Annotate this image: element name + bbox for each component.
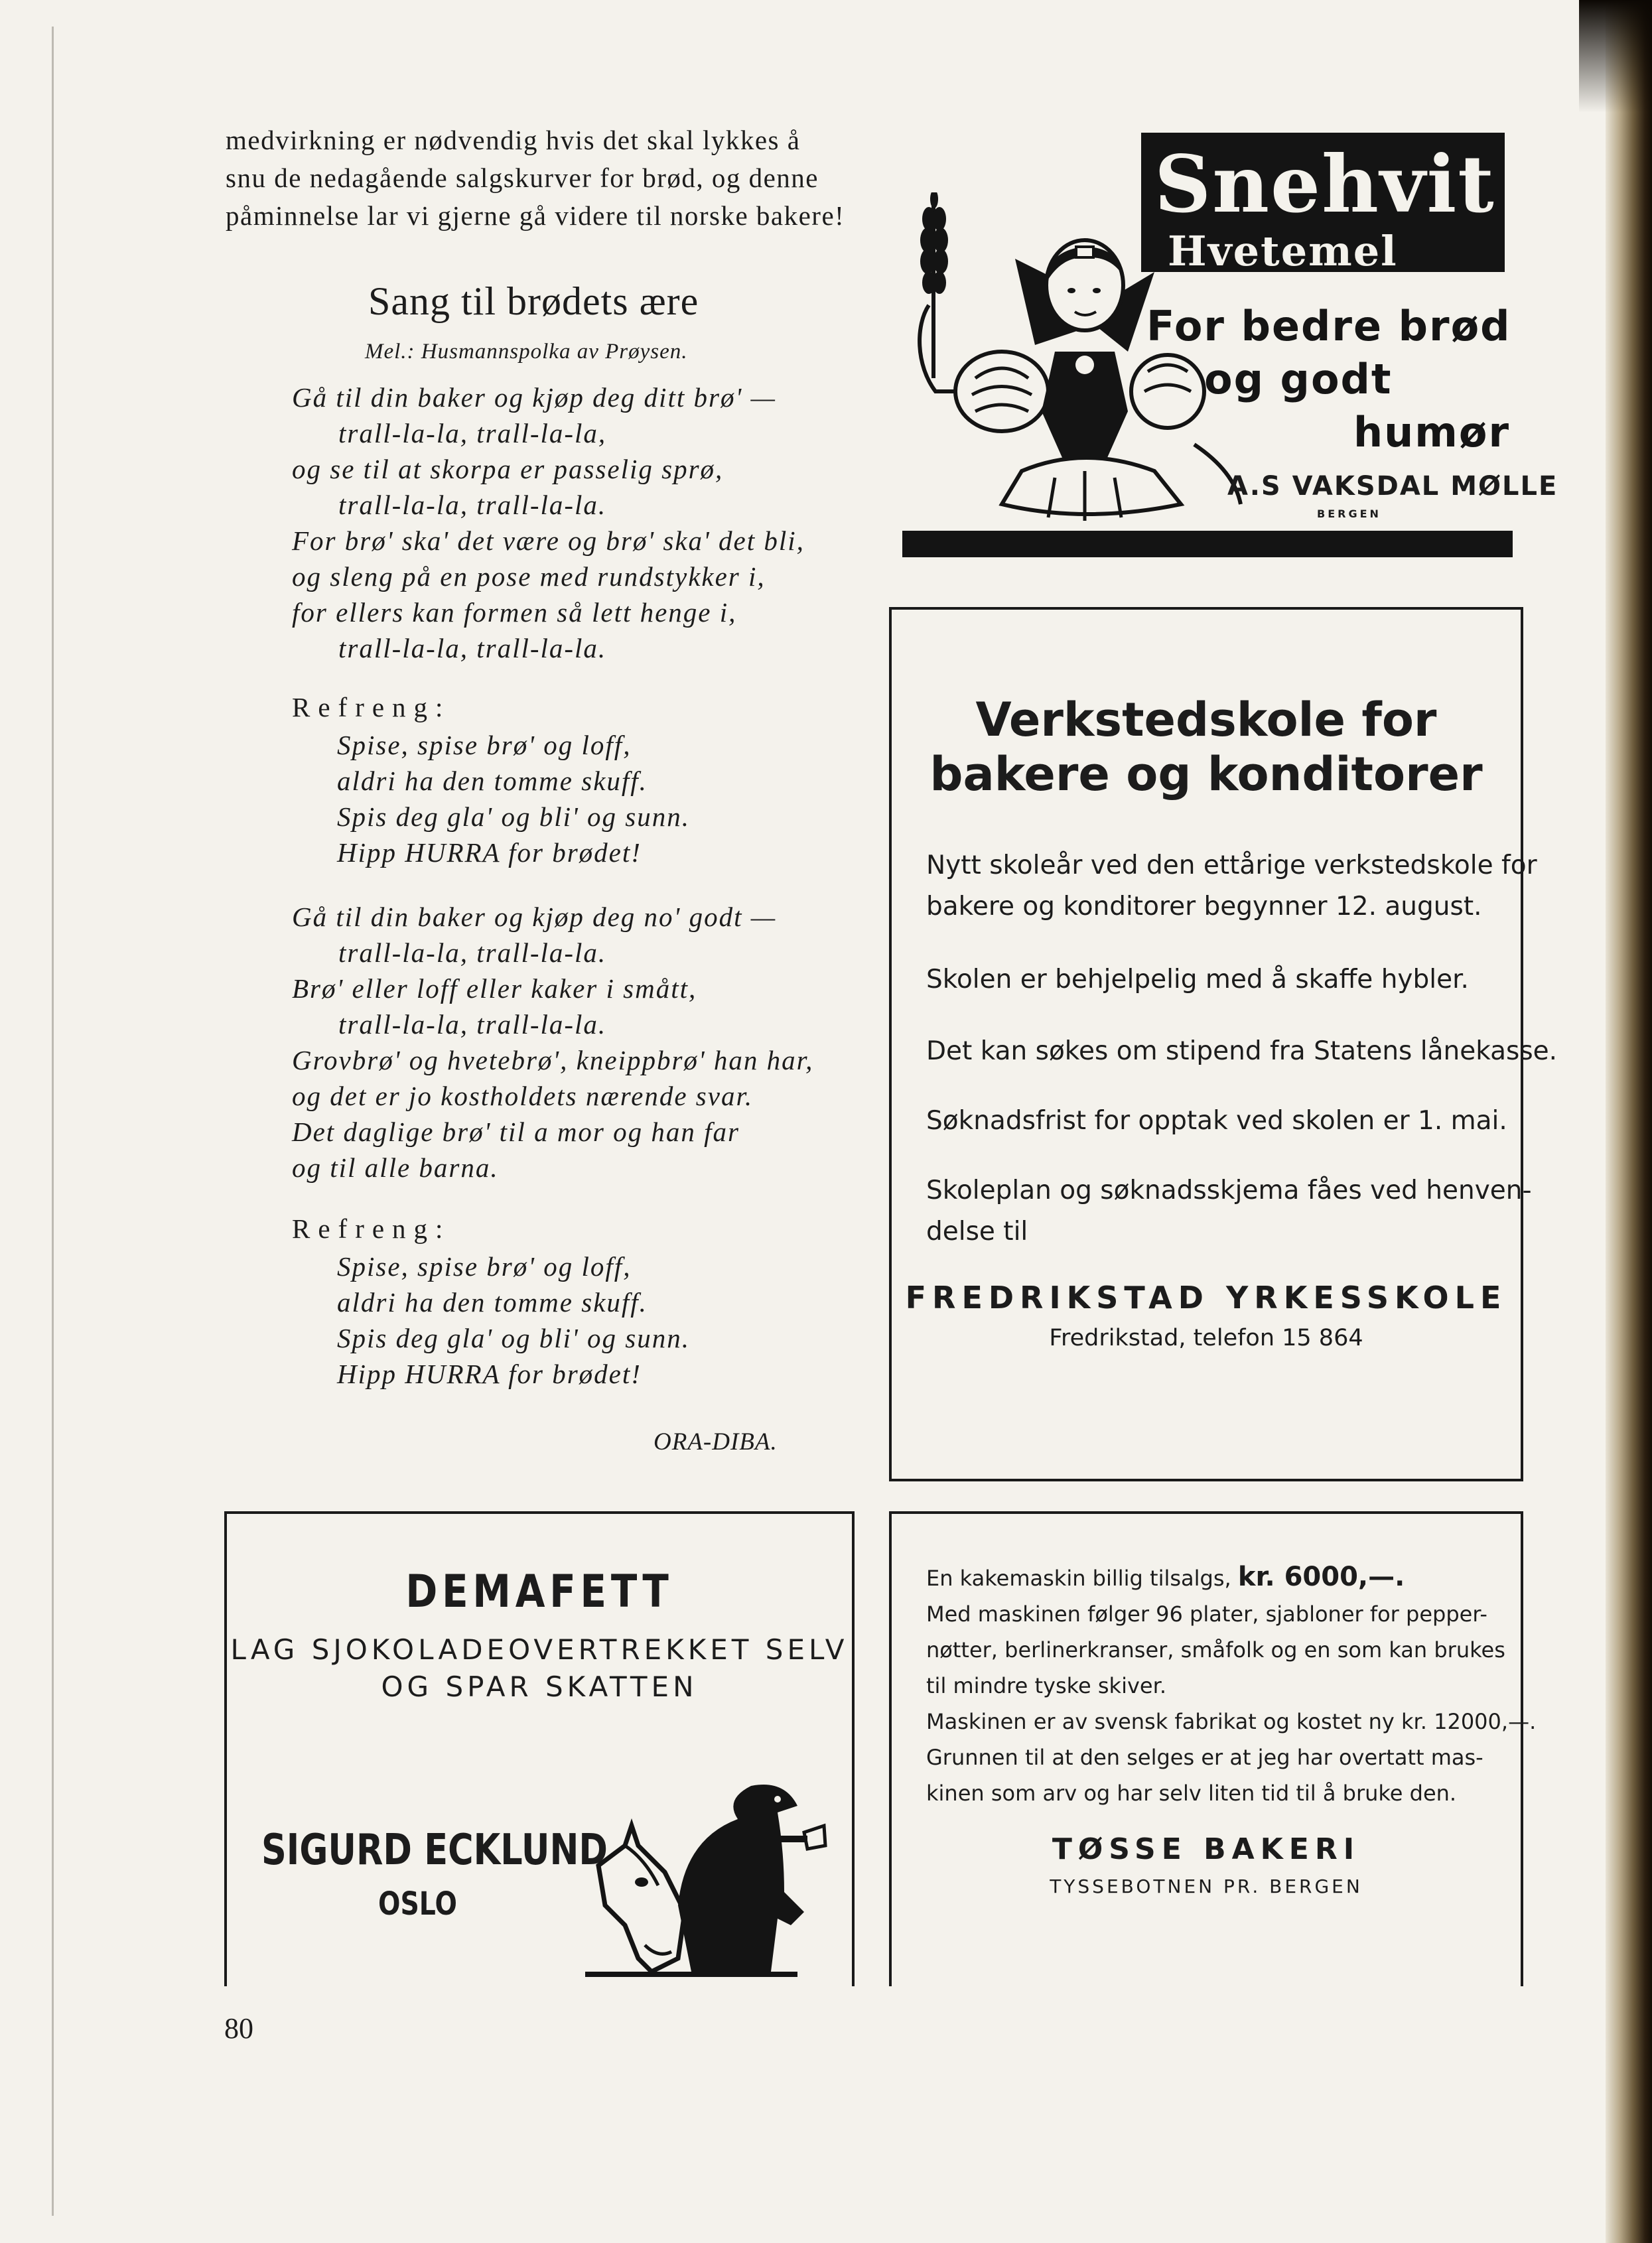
verkstedskole-line: Skolen er behjelpelig med å skaffe hybler. [926,965,1469,994]
demafett-title: DEMAFETT [405,1566,673,1618]
verse-line: trall-la-la, trall-la-la, [338,418,607,448]
page-number: 80 [224,2012,253,2045]
verkstedskole-title-line: bakere og konditorer [929,747,1483,801]
verkstedskole-school-name: FREDRIKSTAD YRKESSKOLE [905,1280,1507,1316]
song-title: Sang til brødets ære [368,279,699,323]
book-binding-shadow [1606,0,1652,2243]
tosse-bakeri-name: TØSSE BAKERI [1052,1832,1361,1866]
song-refrain-2 [337,1249,690,1392]
intro-line: medvirkning er nødvendig hvis det skal lykkes å [226,125,801,155]
tosse-ad-line: nøtter, berlinerkranser, småfolk og en som kan brukes [926,1637,1505,1663]
verse-line: og se til at skorpa er passelig sprø, [292,454,724,484]
demafett-advertisement [224,1511,855,1986]
verkstedskole-line: delse til [926,1217,1028,1247]
snehvit-bottom-bar [902,531,1513,557]
verse-line: For brø' ska' det være og brø' ska' det bli, [292,525,805,556]
demafett-company: SIGURD ECKLUND [261,1826,608,1875]
verkstedskole-title [892,693,1521,801]
verkstedskole-paragraph [926,845,1537,927]
verkstedskole-address: Fredrikstad, telefon 15 864 [1049,1325,1363,1351]
verkstedskole-line: Nytt skoleår ved den ettårige verkstedskole for [926,850,1537,880]
tosse-ad-line: til mindre tyske skiver. [926,1673,1166,1698]
tosse-ad-line: Grunnen til at den selges er at jeg har overtatt mas- [926,1745,1483,1770]
tosse-bakeri-advertisement [889,1511,1537,1986]
verkstedskole-line: bakere og konditorer begynner 12. august. [926,892,1482,921]
verkstedskole-paragraph [926,1031,1557,1072]
refrain-line: aldri ha den tomme skuff. [337,1287,648,1318]
tosse-ad-intro: En kakemaskin billig tilsalgs, [926,1566,1231,1591]
verse-line: Grovbrø' og hvetebrø', kneippbrø' han har, [292,1045,814,1075]
snehvit-city: BERGEN [1317,508,1381,520]
verse-line: Det daglige brø' til a mor og han far [292,1117,740,1147]
tosse-ad-body [926,1559,1536,1811]
verkstedskole-paragraph [926,959,1469,1000]
refrain-line: Hipp HURRA for brødet! [337,837,642,868]
intro-paragraph [226,121,862,235]
song-signature: ORA-DIBA. [654,1428,778,1456]
refrain-line: Spis deg gla' og bli' og sunn. [337,1323,690,1353]
verkstedskole-line: Skoleplan og søknadsskjema fåes ved henven- [926,1176,1532,1205]
snehvit-slogan-line: For bedre brød [1146,302,1511,350]
snehvit-product: Hvetemel [1168,227,1398,275]
verse-line: for ellers kan formen så lett henge i, [292,597,737,628]
demafett-city: OSLO [378,1885,457,1923]
snehvit-slogan-line: og godt [1204,355,1393,403]
intro-line: snu de nedagående salgskurver for brød, og denne [226,163,819,193]
verse-line: trall-la-la, trall-la-la. [338,490,607,520]
refrain-line: aldri ha den tomme skuff. [337,766,648,796]
verse-line: og det er jo kostholdets nærende svar. [292,1081,754,1111]
verkstedskole-line: Det kan søkes om stipend fra Statens lånekasse. [926,1036,1558,1066]
verse-line: Gå til din baker og kjøp deg ditt brø' — [292,382,776,413]
verse-line: og sleng på en pose med rundstykker i, [292,561,766,592]
refrain-line: Spise, spise brø' og loff, [337,730,632,760]
song-verse-2 [292,899,813,1186]
refrain-label: Refreng: [292,1213,451,1244]
song-melody-note: Mel.: Husmannspolka av Prøysen. [365,340,688,364]
demafett-slogan-line: OG SPAR SKATTEN [381,1670,698,1703]
refrain-line: Spis deg gla' og bli' og sunn. [337,801,690,832]
tosse-ad-line [926,1559,1536,1596]
verse-line: trall-la-la, trall-la-la. [338,937,607,968]
tosse-ad-line: Maskinen er av svensk fabrikat og kostet ny kr. 12000,—. [926,1709,1537,1734]
tosse-ad-price: kr. 6000,—. [1237,1562,1405,1592]
verkstedskole-paragraph [926,1101,1507,1142]
song-verse-1 [292,379,805,666]
verkstedskole-paragraph [926,1170,1532,1253]
horse-and-figure-illustration [585,1759,837,1985]
verkstedskole-line: Søknadsfrist for opptak ved skolen er 1. mai. [926,1106,1507,1136]
verse-line: og til alle barna. [292,1152,499,1183]
tosse-ad-line: Med maskinen følger 96 plater, sjabloner for pepper- [926,1601,1487,1627]
intro-line: påminnelse lar vi gjerne gå videre til norske bakere! [226,200,845,231]
verkstedskole-title-line: Verkstedskole for [975,693,1437,747]
tosse-bakeri-address: TYSSEBOTNEN PR. BERGEN [1050,1875,1363,1897]
song-refrain-1 [337,727,690,870]
book-binding-shadow-top [1579,0,1652,113]
refrain-label: Refreng: [292,692,451,722]
verkstedskole-advertisement [889,607,1558,1481]
snehvit-brand: Snehvit [1154,138,1495,230]
verse-line: Brø' eller loff eller kaker i smått, [292,973,697,1004]
refrain-line: Hipp HURRA for brødet! [337,1359,642,1389]
snehvit-slogan-line: humør [1353,408,1511,456]
refrain-line: Spise, spise brø' og loff, [337,1251,632,1282]
tosse-ad-line: kinen som arv og har selv liten tid til å bruke den. [926,1781,1457,1806]
snehvit-company: A.S VAKSDAL MØLLE [1227,471,1558,502]
snehvit-advertisement [902,133,1558,557]
verse-line: Gå til din baker og kjøp deg no' godt — [292,902,777,932]
page-margin-line [52,27,54,2216]
demafett-slogan-line: LAG SJOKOLADEOVERTREKKET SELV [230,1633,849,1666]
verse-line: trall-la-la, trall-la-la. [338,633,607,663]
verse-line: trall-la-la, trall-la-la. [338,1009,607,1040]
